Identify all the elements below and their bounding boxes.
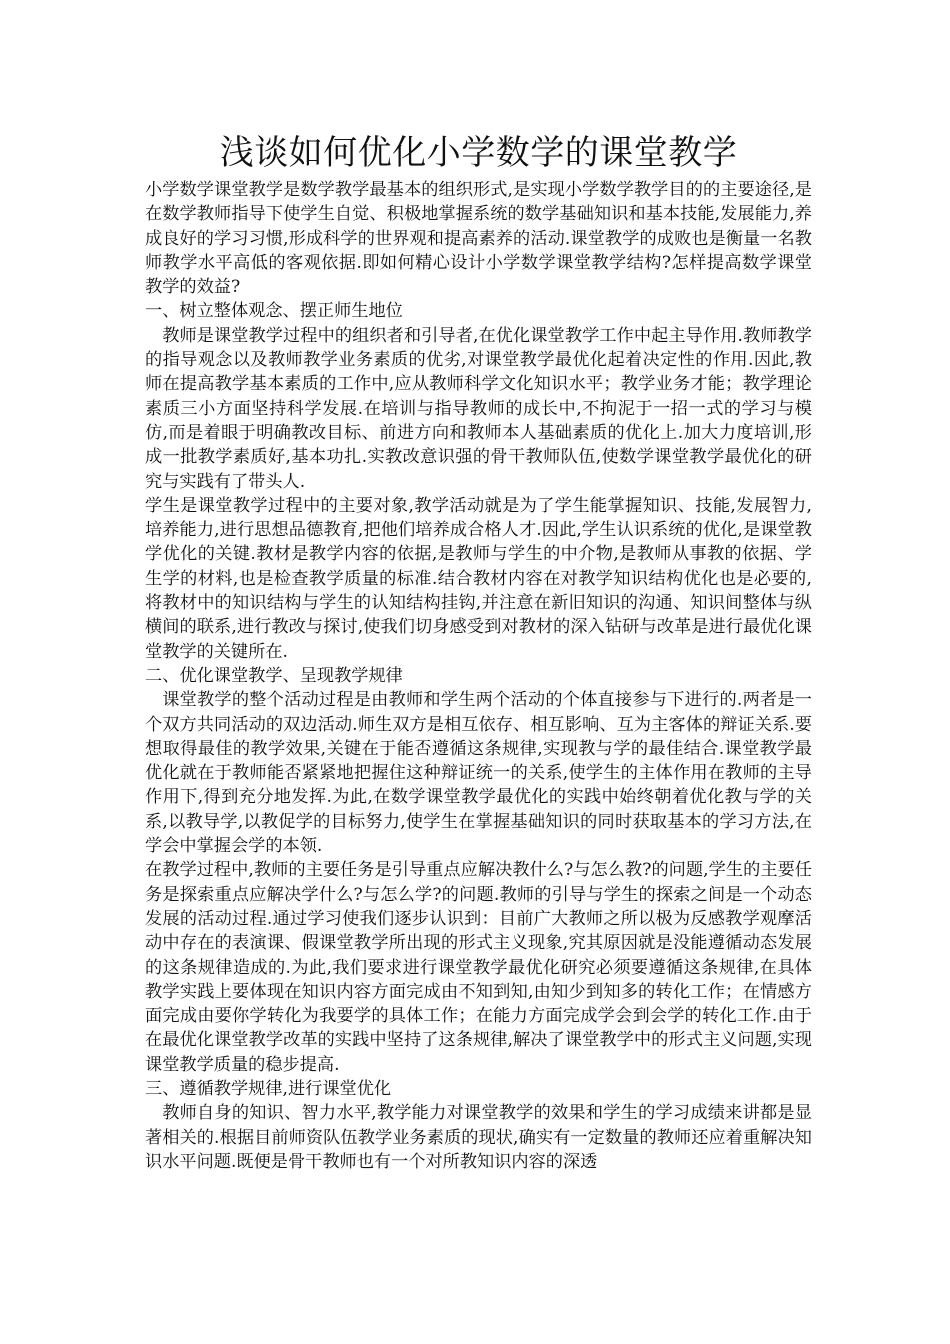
intro-paragraph: 小学数学课堂教学是数学教学最基本的组织形式,是实现小学数学教学目的的主要途径,是在数学教师指导下使学生自觉、积极地掌握系统的数学基础知识和基本技能,发展能力,养成良好的学习习惯,形成科学的世界观和提高素养的活动.课堂教学的成败也是衡量一名教师教学水平高低的客观依据.即如何精心设计小学数学课堂教学结构?怎样提高数学课堂教学的效益? bbox=[145, 180, 812, 298]
section-1-paragraph-2: 学生是课堂教学过程中的主要对象,教学活动就是为了学生能掌握知识、技能,发展智力,培养能力,进行思想品德教育,把他们培养成合格人才.因此,学生认识系统的优化,是课堂教学优化的关键.教材是教学内容的依据,是教师与学生的中介物,是教师从事教的依据、学生学的材料,也是检查教学质量的标准.结合教材内容在对教学知识结构优化也是必要的,将教材中的知识结构与学生的认知结构挂钩,并注意在新旧知识的沟通、知识间整体与纵横间的联系,进行教改与探讨,使我们切身感受到对教材的深入钻研与改革是进行最优化课堂教学的关键所在. bbox=[145, 495, 812, 662]
section-2-heading: 二、优化课堂教学、呈现教学规律 bbox=[145, 665, 403, 686]
section-2-paragraph-1: 课堂教学的整个活动过程是由教师和学生两个活动的个体直接参与下进行的.两者是一个双方共同活动的双边活动.师生双方是相互依存、相互影响、互为主客体的辩证关系.要想取得最佳的教学效果,关键在于能否遵循这条规律,实现教与学的最佳结合.课堂教学最优化就在于教师能否紧紧地把握住这种辩证统一的关系,使学生的主体作用在教师的主导作用下,得到充分地发挥.为此,在数学课堂教学最优化的实践中始终朝着优化教与学的关系,以教导学,以教促学的目标努力,使学生在掌握基础知识的同时获取基本的学习方法,在学会中掌握会学的本领. bbox=[145, 690, 812, 857]
document-title: 浅谈如何优化小学数学的课堂教学 bbox=[219, 133, 738, 173]
section-1-paragraph-1: 教师是课堂教学过程中的组织者和引导者,在优化课堂教学工作中起主导作用.教师教学的指导观念以及教师教学业务素质的优劣,对课堂教学最优化起着决定性的作用.因此,教师在提高教学基本素质的工作中,应从教师科学文化知识水平；教学业务才能；教学理论素质三小方面坚持科学发展.在培训与指导教师的成长中,不拘泥于一招一式的学习与模仿,而是着眼于明确教改目标、前进方向和教师本人基础素质的优化上.加大力度培训,形成一批教学素质好,基本功扎.实教改意识强的骨干教师队伍,使数学课堂教学最优化的研究与实践有了带头人. bbox=[145, 325, 812, 492]
section-3-paragraph-1: 教师自身的知识、智力水平,教学能力对课堂教学的效果和学生的学习成绩来讲都是显著相关的.根据目前师资队伍教学业务素质的现状,确实有一定数量的教师还应着重解决知识水平问题.既便是骨干教师也有一个对所教知识内容的深透 bbox=[145, 1103, 812, 1172]
section-1-heading: 一、树立整体观念、摆正师生地位 bbox=[145, 301, 403, 322]
document-page bbox=[145, 128, 812, 1174]
section-2-paragraph-2: 在教学过程中,教师的主要任务是引导重点应解决教什么?与怎么教?的问题,学生的主要任务是探索重点应解决学什么?与怎么学?的问题.教师的引导与学生的探索之间是一个动态发展的活动过程.通过学习使我们逐步认识到：目前广大教师之所以极为反感教学观摩活动中存在的表演课、假课堂教学所出现的形式主义现象,究其原因就是没能遵循动态发展的这条规律造成的.为此,我们要求进行课堂教学最优化研究必须要遵循这条规律,在具体教学实践上要体现在知识内容方面完成由不知到知,由知少到知多的转化工作；在情感方面完成由要你学转化为我要学的具体工作；在能力方面完成学会到会学的转化工作.由于在最优化课堂教学改革的实践中坚持了这条规律,解决了课堂教学中的形式主义问题,实现课堂教学质量的稳步提高. bbox=[145, 860, 812, 1075]
section-3-heading: 三、遵循教学规律,进行课堂优化 bbox=[145, 1078, 392, 1099]
